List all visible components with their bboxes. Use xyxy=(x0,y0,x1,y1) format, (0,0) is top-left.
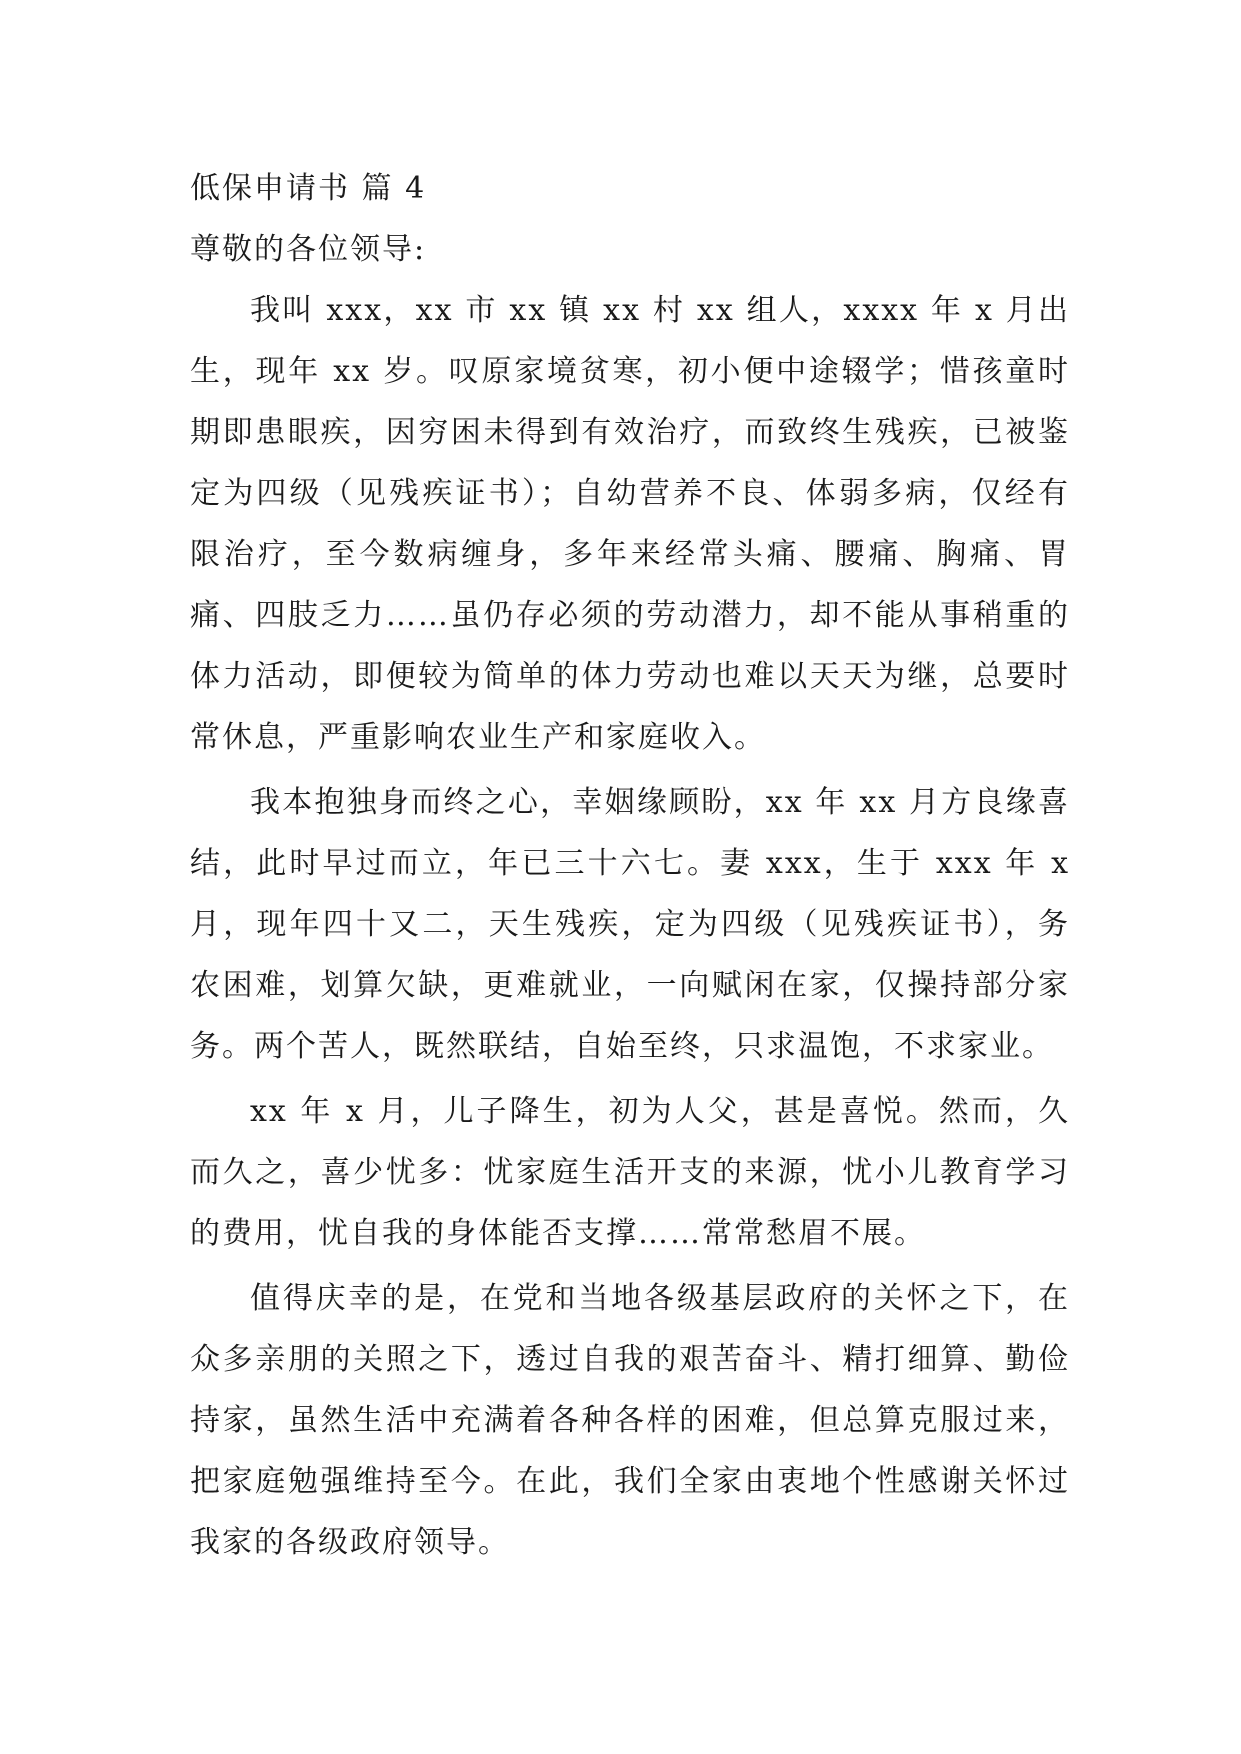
document-body xyxy=(190,158,1070,1573)
paragraph-2: 我本抱独身而终之心，幸姻缘顾盼，xx 年 xx 月方良缘喜结，此时早过而立，年已三十六七。妻 xxx，生于 xxx 年 x 月，现年四十又二，天生残疾，定为四级（见残疾证书），务农困难，划算欠缺，更难就业，一向赋闲在家，仅操持部分家务。两个苦人，既然联结，自始至终，只求温饱，不求家业。 xyxy=(190,785,1070,1064)
paragraph-4: 值得庆幸的是，在党和当地各级基层政府的关怀之下，在众多亲朋的关照之下，透过自我的艰苦奋斗、精打细算、勤俭持家，虽然生活中充满着各种各样的困难，但总算克服过来，把家庭勉强维持至今。在此，我们全家由衷地个性感谢关怀过我家的各级政府领导。 xyxy=(190,1281,1070,1560)
document-title: 低保申请书 篇 4 xyxy=(190,171,427,206)
salutation: 尊敬的各位领导: xyxy=(190,232,427,267)
paragraph-3: xx 年 x 月，儿子降生，初为人父，甚是喜悦。然而，久而久之，喜少忧多：忧家庭生活开支的来源，忧小儿教育学习的费用，忧自我的身体能否支撑……常常愁眉不展。 xyxy=(190,1094,1070,1251)
paragraph-1: 我叫 xxx，xx 市 xx 镇 xx 村 xx 组人，xxxx 年 x 月出生，现年 xx 岁。叹原家境贫寒，初小便中途辍学；惜孩童时期即患眼疾，因穷困未得到有效治疗，而致终生残疾，已被鉴定为四级（见残疾证书）；自幼营养不良、体弱多病，仅经有限治疗，至今数病缠身，多年来经常头痛、腰痛、胸痛、胃痛、四肢乏力……虽仍存必须的劳动潜力，却不能从事稍重的体力活动，即便较为简单的体力劳动也难以天天为继，总要时常休息，严重影响农业生产和家庭收入。 xyxy=(190,293,1070,755)
